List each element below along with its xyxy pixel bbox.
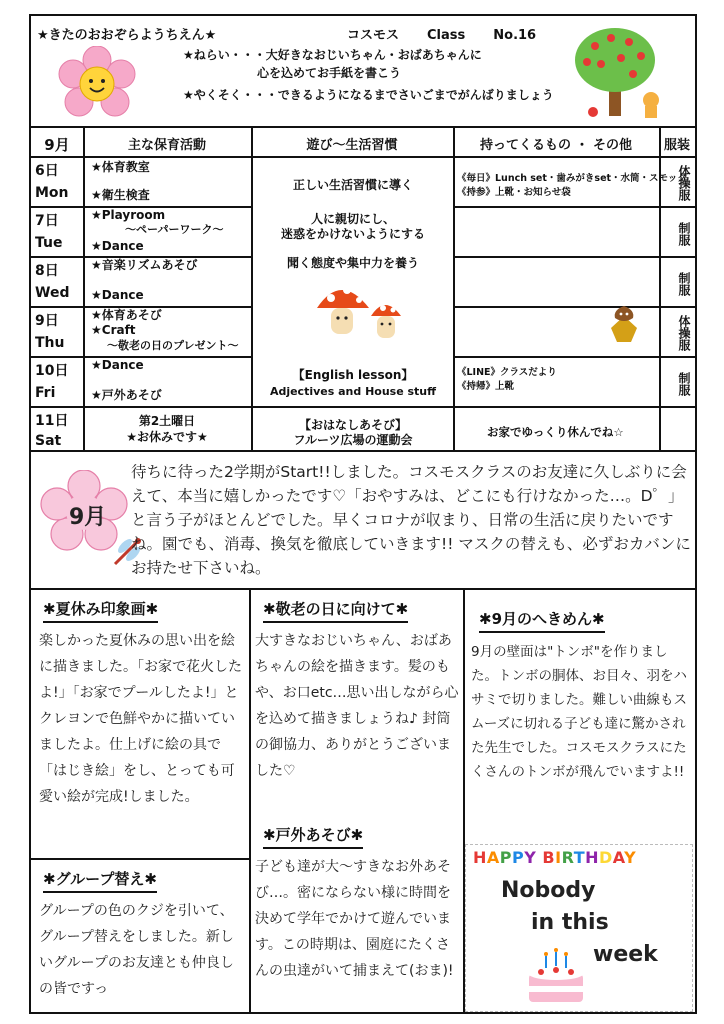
birthday-line-2: in this: [531, 910, 609, 935]
month-badge-text: 9月: [69, 505, 107, 530]
birthday-cake-icon: [521, 946, 591, 1008]
header-activities: 主な保育活動: [127, 138, 206, 153]
apple-tree-icon: [571, 24, 671, 122]
birthday-title-letter: Y: [624, 848, 637, 867]
header-play: 遊び～生活習慣: [306, 138, 398, 153]
habit-3: 聞く態度や集中力を養う: [286, 256, 419, 270]
clothes-fri: 制服: [677, 372, 691, 396]
weekday-wed: Wed: [35, 285, 70, 301]
group-title: ✱グループ替え✱: [43, 868, 157, 893]
bring-line: 《LINE》クラスだより: [457, 367, 557, 378]
habit-2b: 迷惑をかけないようにする: [280, 227, 425, 241]
activity-thu-sub: ～敬老の日のプレゼント～: [107, 339, 239, 352]
birthday-title-letter: T: [573, 848, 586, 867]
activity-thu-1: ★体育あそび: [91, 308, 162, 322]
activity-thu-2: ★Craft: [91, 323, 136, 337]
activity-mon-2: ★衛生検査: [91, 188, 150, 202]
activity-sat-1: 第2土曜日: [138, 414, 196, 428]
clothes-thu: 体操服: [677, 315, 691, 351]
birthday-title-letter: I: [555, 848, 562, 867]
class-name: コスモス: [347, 28, 400, 43]
newsletter-page: [29, 14, 697, 1014]
weekday-tue: Tue: [35, 235, 63, 251]
activity-fri-2: ★戸外あそび: [91, 388, 162, 402]
bring-return: 《持帰》上靴: [457, 381, 515, 392]
activity-fri-1: ★Dance: [91, 358, 144, 372]
birthday-title-letter: D: [599, 848, 613, 867]
chestnut-leaf-icon: [609, 304, 639, 344]
date-7: 7日: [35, 213, 59, 229]
birthday-title: [473, 848, 636, 867]
weekday-thu: Thu: [35, 335, 65, 351]
header: [31, 16, 695, 128]
date-11: 11日: [35, 413, 69, 429]
schedule-table: [31, 128, 695, 450]
outdoor-title: ✱戸外あそび✱: [263, 824, 363, 849]
month-cell: 9月: [44, 136, 70, 154]
english-lesson-text: Adjectives and House stuff: [269, 385, 437, 398]
clothes-wed: 制服: [677, 272, 691, 296]
bring-sat-note: お家でゆっくり休んでね☆: [487, 425, 624, 439]
school-name: ★きたのおおぞらようちえん★: [37, 28, 217, 43]
mushroom-icon: [313, 278, 403, 348]
bring-carry: 《持参》上靴・お知らせ袋: [457, 187, 571, 198]
habit-1: 正しい生活習慣に導く: [292, 178, 413, 192]
birthday-title-letter: R: [561, 848, 574, 867]
date-8: 8日: [35, 263, 59, 279]
birthday-title-letter: H: [473, 848, 487, 867]
activity-tue-sub: ～ペーパーワーク～: [125, 223, 224, 236]
birthday-title-letter: P: [512, 848, 525, 867]
birthday-line-3: week: [593, 942, 658, 967]
promise-line: ★やくそく・・・できるようになるまでさいごまでがんばりましょう: [183, 88, 554, 102]
birthday-line-1: Nobody: [501, 878, 596, 903]
aim-line-2: 心を込めてお手紙を書こう: [257, 66, 402, 80]
activity-tue-2: ★Dance: [91, 239, 144, 253]
header-clothes: 服装: [663, 138, 690, 153]
wall-text: 9月の壁面は"トンボ"を作りました。トンボの胴体、お目々、羽をハサミで切りました。難しい曲線もスムーズに切れる子ども達に驚かされた先生でした。コスモスクラスにたくさんのトンボが飛んでいますよ!!: [471, 644, 687, 780]
story-text: フルーツ広場の運動会: [293, 433, 413, 447]
activity-wed-2: ★Dance: [91, 288, 144, 302]
date-10: 10日: [35, 363, 69, 379]
keiro-text: 大すきなおじいちゃん、おばあちゃんの絵を描きます。髪のもや、お口etc…思い出しながら心を込めて描きましょうね♪ 封筒の御協力、ありがとうございました♡: [255, 633, 459, 779]
birthday-title-letter: P: [499, 848, 513, 867]
date-6: 6日: [35, 163, 59, 179]
date-9: 9日: [35, 313, 59, 329]
intro-text: 待ちに待った2学期がStart!!しました。コスモスクラスのお友達に久しぶりに会えて、本当に嬉しかったです♡「おやすみは、どこにも行けなかった…。D゜」と言う子がほとんどでした。早くコロナが収まり、日常の生活に戻りたいですね。園でも、消毒、換気を徹底していきます!! マスクの替えも、必ずおカバンにお持たせ下さいね。: [131, 463, 691, 577]
birthday-title-letter: Y: [524, 848, 537, 867]
summer-text: 楽しかった夏休みの思い出を絵に描きました。「お家で花火したよ!」「お家でプールしたよ!」とクレヨンで色鮮やかに描いていましたよ。仕上げに絵の具で「はじき絵」をし、とっても可愛い絵が完成!しました。: [39, 633, 242, 805]
clothes-mon: 体操服: [677, 165, 691, 201]
birthday-title-letter: B: [542, 848, 556, 867]
issue-number: No.16: [493, 28, 537, 43]
header-bring: 持ってくるもの ・ その他: [479, 138, 633, 153]
story-title: 【おはなしあそび】: [298, 418, 407, 432]
english-lesson-title: 【English lesson】: [292, 368, 414, 382]
habit-2a: 人に親切にし、: [310, 212, 395, 226]
clothes-tue: 制服: [677, 222, 691, 246]
birthday-title-letter: H: [585, 848, 599, 867]
birthday-title-letter: A: [612, 848, 625, 867]
wall-title: ✱9月のへきめん✱: [479, 608, 605, 633]
outdoor-text: 子ども達が大～すきなお外あそび…。密にならない様に時間を決めて学年でかけて遊んでいます。この時期は、園庭にたくさんの虫達がいて捕まえて(おま)!: [255, 859, 454, 979]
keiro-title: ✱敬老の日に向けて✱: [263, 598, 408, 623]
birthday-title-letter: A: [486, 848, 500, 867]
aim-line-1: ★ねらい・・・大好きなおじいちゃん・おばあちゃんに: [183, 48, 482, 62]
activity-mon-1: ★体育教室: [91, 160, 150, 174]
smiling-flower-icon: [55, 46, 139, 124]
activity-wed-1: ★音楽リズムあそび: [91, 258, 198, 272]
class-label: Class: [427, 28, 466, 43]
weekday-sat: Sat: [35, 433, 62, 449]
group-text: グループの色のクジを引いて、グループ替えをしました。新しいグループのお友達とも仲良しの皆ですっ: [39, 903, 234, 997]
weekday-fri: Fri: [35, 385, 56, 401]
activity-tue-1: ★Playroom: [91, 208, 166, 222]
activity-sat-2: ★お休みです★: [126, 430, 208, 444]
class-title: [347, 24, 564, 43]
summer-title: ✱夏休み印象画✱: [43, 598, 158, 623]
bring-daily: 《毎日》Lunch set・歯みがきset・水筒・スモック: [457, 173, 687, 184]
weekday-mon: Mon: [35, 185, 69, 201]
